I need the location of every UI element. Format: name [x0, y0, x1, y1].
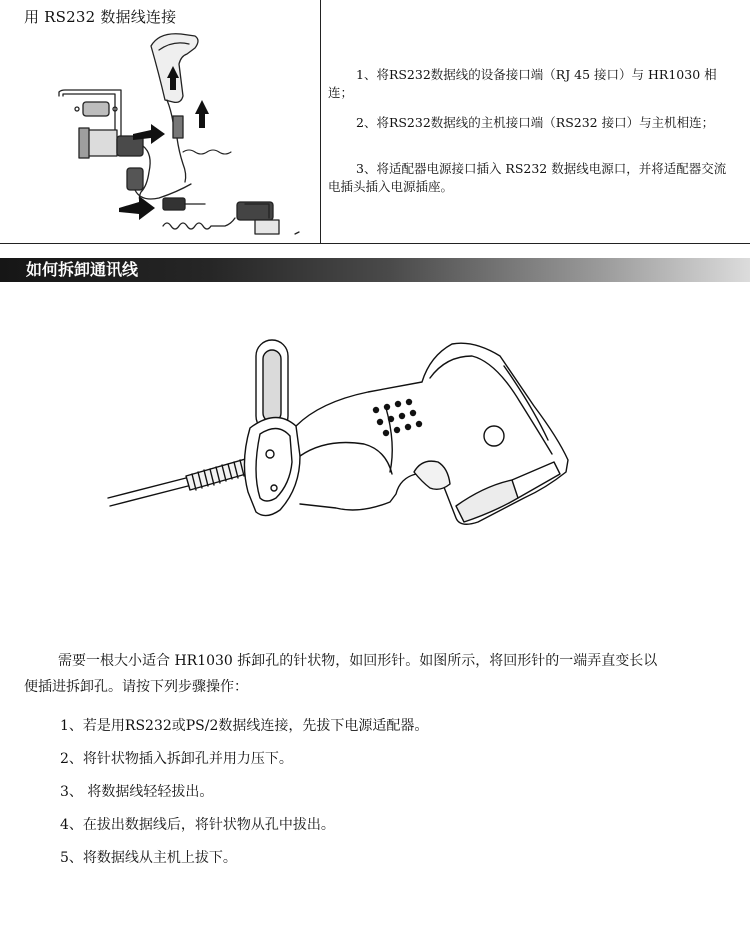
procedure-intro: 需要一根大小适合 HR1030 拆卸孔的针状物，如回形针。如图所示，将回形针的一端弄直变长以便插进拆卸孔。请按下列步骤操作：: [24, 653, 658, 695]
cable-removal-illustration: [100, 322, 580, 542]
connection-step-1: 1、将RS232数据线的设备接口端（RJ 45 接口）与 HR1030 相连；: [328, 67, 717, 100]
procedure-step-5: 5、将数据线从主机上拔下。: [60, 850, 237, 866]
procedure-step-2: 2、将针状物插入拆卸孔并用力压下。: [60, 751, 293, 767]
procedure-step-1: 1、若是用RS232或PS/2数据线连接，先拔下电源适配器。: [60, 718, 429, 734]
procedure-step-4: 4、在拔出数据线后，将针状物从孔中拔出。: [60, 817, 335, 833]
box-divider-vertical: [320, 0, 321, 244]
connection-step-3: 3、将适配器电源接口插入 RS232 数据线电源口，并将适配器交流电插头插入电源插座。: [328, 161, 727, 194]
rs232-connection-illustration: [55, 26, 313, 244]
section-title: 如何拆卸通讯线: [26, 260, 139, 279]
connection-step-2: 2、将RS232数据线的主机接口端（RS232 接口）与主机相连；: [356, 115, 715, 130]
procedure-step-3: 3、 将数据线轻轻拔出。: [60, 784, 214, 800]
connection-title: 用 RS232 数据线连接: [24, 8, 177, 26]
